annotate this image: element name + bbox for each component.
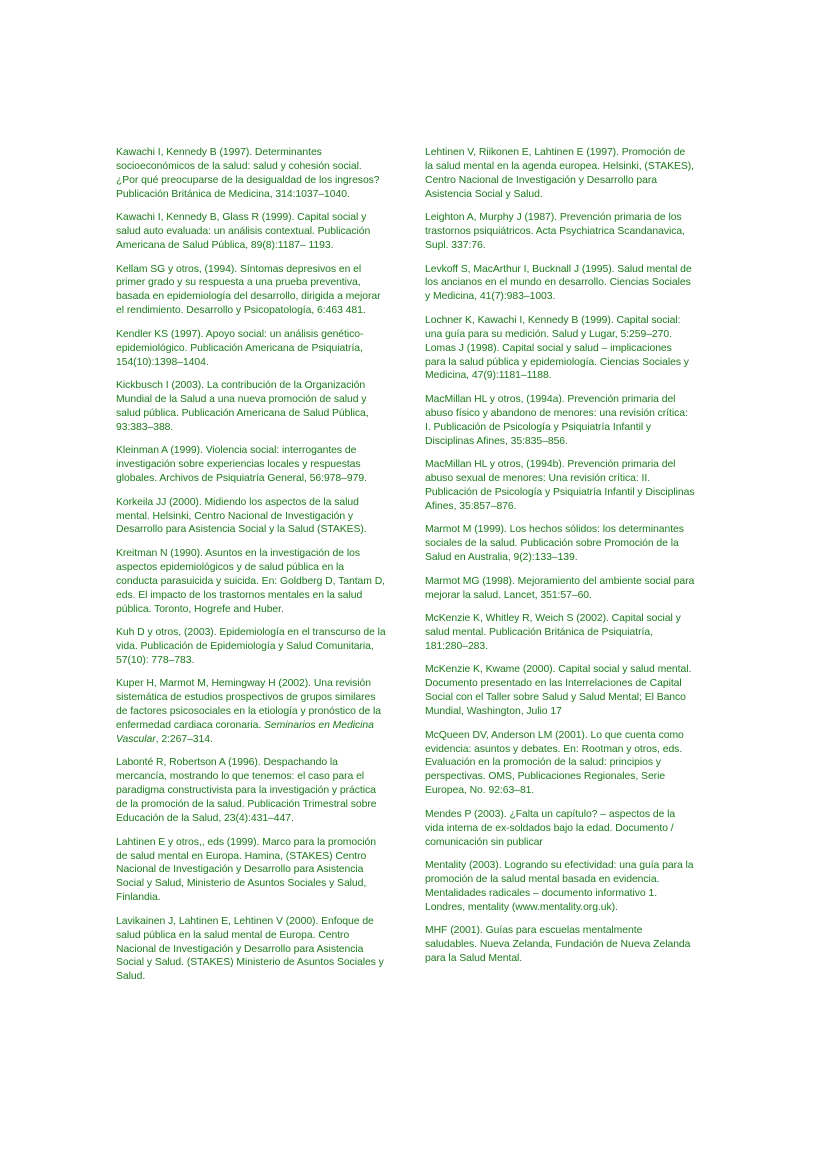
reference-text: Kuper H, Marmot M, Hemingway H (2002). Una revisión sistemática de estudios prospectivos de grupos similares de factores psicosociales en la etiología y pronóstico de la enfermedad cardiaca coronaria. (116, 678, 382, 732)
reference-entry: Marmot MG (1998). Mejoramiento del ambiente social para mejorar la salud. Lancet, 351:57–60. (425, 575, 695, 601)
journal-title-italic: Seminarios en Medicina Vascular (116, 720, 374, 745)
reference-entry: Kuh D y otros, (2003). Epidemiología en el transcurso de la vida. Publicación de Epidemiología y Salud Comunitaria, 57(10): 778–783. (116, 627, 386, 666)
reference-entry: MacMillan HL y otros, (1994a). Prevención primaria del abuso físico y abandono de menores: una revisión crítica: I. Publicación de Psicología y Psiquiatría Infantil y Disciplinas Afines, 35:835–856. (425, 393, 688, 447)
reference-entry: Kleinman A (1999). Violencia social: interrogantes de investigación sobre experiencias locales y respuestas globales. Archivos de Psiquiatría General, 56:978–979. (116, 445, 367, 485)
reference-entry: MacMillan HL y otros, (1994b). Prevención primaria del abuso sexual de menores: Una revisión crítica: II. Publicación de Psicología y Psiquiatría Infantil y Disciplinas Afines, 35:857–876. (425, 459, 695, 512)
reference-entry: MHF (2001). Guías para escuelas mentalmente saludables. Nueva Zelanda, Fundación de Nueva Zelanda para la Salud Mental. (425, 925, 691, 965)
reference-entry: Mentality (2003). Logrando su efectividad: una guía para la promoción de la salud mental basada en evidencia. Mentalidades radicales – documento informativo 1. Londres, mentality (www.mentality.org.uk). (425, 860, 694, 913)
reference-entry: Kreitman N (1990). Asuntos en la investigación de los aspectos epidemiológicos y de salud pública en la conducta parasuicida y suicida. En: Goldberg D, Tantam D, eds. El impacto de los trastornos mentales en la salud pública. Toronto, Hogrefe and Huber. (116, 547, 385, 615)
reference-entry: Leighton A, Murphy J (1987). Prevención primaria de los trastornos psiquiátricos. Acta Psychiatrica Scandanavica, Supl. 337:76. (425, 212, 685, 252)
reference-entry: Levkoff S, MacArthur I, Bucknall J (1995). Salud mental de los ancianos en el mundo en desarrollo. Ciencias Sociales y Medicina, 41(7):983–1003. (425, 263, 692, 303)
reference-entry: Kellam SG y otros, (1994). Síntomas depresivos en el primer grado y su respuesta a una prueba preventiva, basada en epidemiología del desarrollo, dirigida a mejorar el rendimiento. Desarrollo y Psicopatología, 6:463 481. (116, 263, 381, 317)
reference-entry: Labonté R, Robertson A (1996). Despachando la mercancía, mostrando lo que tenemos: el caso para el paradigma constructivista para la investigación y práctica de la promoción de la salud. Publicación Trimestral sobre Educación de la Salud, 23(4):431–447. (116, 757, 377, 825)
reference-entry: Lochner K, Kawachi I, Kennedy B (1999). Capital social: una guía para su medición. Salud y Lugar, 5:259–270. Lomas J (1998). Capital social y salud – implicaciones para la salud pública y epidemiología. Ciencias Sociales y Medicina, 47(9):1181–1188. (425, 314, 689, 382)
reference-entry: Lavikainen J, Lahtinen E, Lehtinen V (2000). Enfoque de salud pública en la salud mental de Europa. Centro Nacional de Investigación y Desarrollo para Asistencia Social y Salud. (STAKES) Ministerio de Asuntos Sociales y Salud. (116, 915, 384, 983)
reference-entry: Kendler KS (1997). Apoyo social: un análisis genético-epidemiológico. Publicación Americana de Psiquiatría, 154(10):1398–1404. (116, 328, 364, 368)
reference-entry: Kickbusch I (2003). La contribución de la Organización Mundial de la Salud a una nueva promoción de salud y salud pública. Publicación Americana de Salud Pública, 93:383–388. (116, 380, 369, 433)
reference-entry: Korkeila JJ (2000). Midiendo los aspectos de la salud mental. Helsinki, Centro Nacional de Investigación y Desarrollo para Asistencia Social y la Salud (STAKES). (116, 496, 367, 536)
reference-entry: McKenzie K, Kwame (2000). Capital social y salud mental. Documento presentado en las Interrelaciones de Capital Social con el Taller sobre Salud y Salud Mental; El Banco Mundial, Washington, Julio 17 (425, 664, 692, 718)
reference-text: , 2:267–314. (155, 733, 213, 745)
reference-entry: Lehtinen V, Riikonen E, Lahtinen E (1997). Promoción de la salud mental en la agenda europea. Helsinki, (STAKES), Centro Nacional de Investigación y Desarrollo para Asistencia Social y Salud. (425, 147, 694, 200)
reference-entry: McQueen DV, Anderson LM (2001). Lo que cuenta como evidencia: asuntos y debates. En: Rootman y otros, eds. Evaluación en la promoción de la salud: principios y perspectivas. OMS, Publicaciones Regionales, Serie Europea, No. 92:63–81. (425, 729, 684, 797)
reference-entry: McKenzie K, Whitley R, Weich S (2002). Capital social y salud mental. Publicación Británica de Psiquiatría, 181:280–283. (425, 613, 681, 652)
reference-entry: Kawachi I, Kennedy B (1997). Determinantes socioeconómicos de la salud: salud y cohesión social. ¿Por qué preocuparse de la desigualdad de los ingresos? Publicación Británica de Medicina, 314:1037–1040. (116, 147, 380, 200)
reference-entry: Mendes P (2003). ¿Falta un capítulo? – aspectos de la vida interna de ex-soldados bajo la edad. Documento / comunicación sin publicar (425, 808, 676, 848)
reference-entry: Marmot M (1999). Los hechos sólidos: los determinantes sociales de la salud. Publicación sobre Promoción de la Salud en Australia, 9(2):133–139. (425, 524, 684, 564)
reference-column-right (425, 146, 695, 976)
reference-entry: Kawachi I, Kennedy B, Glass R (1999). Capital social y salud auto evaluada: un análisis contextual. Publicación Americana de Salud Pública, 89(8):1187– 1193. (116, 212, 371, 252)
reference-entry: Lahtinen E y otros,, eds (1999). Marco para la promoción de salud mental en Europa. Hamina, (STAKES) Centro Nacional de Investigación y Desarrollo para Asistencia Social y Salud, Ministerio de Asuntos Sociales y Salud, Finlandia. (116, 836, 376, 904)
reference-column-left (116, 146, 386, 994)
reference-entry-kuper (116, 677, 386, 747)
